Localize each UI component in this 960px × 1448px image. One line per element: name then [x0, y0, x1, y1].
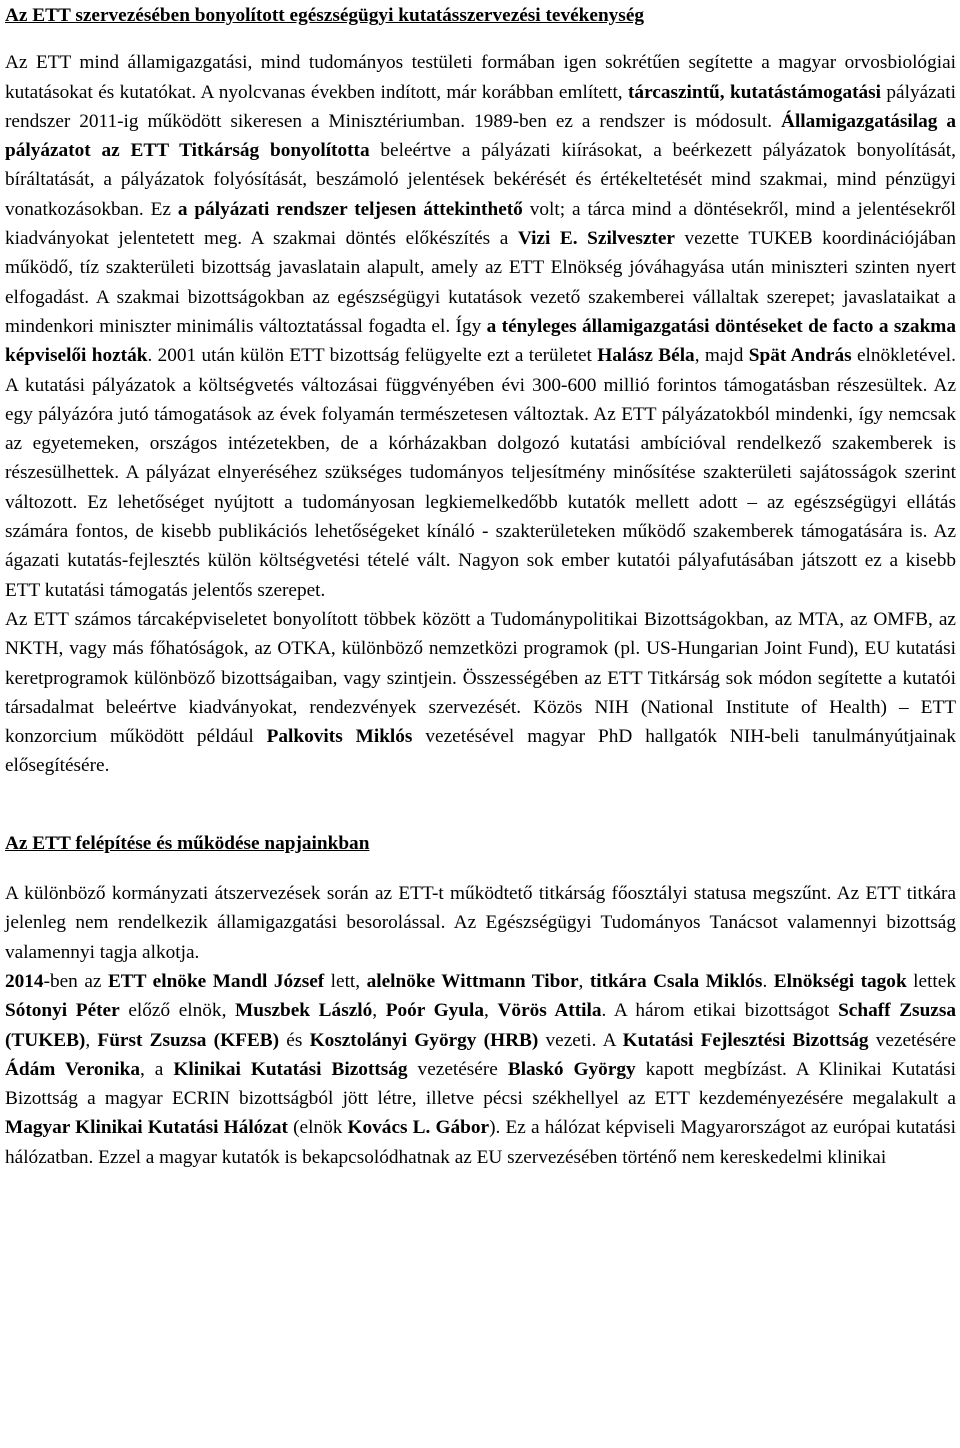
bold-text-run: Fürst Zsuzsa (KFEB) — [97, 1029, 280, 1051]
text-run: , majd — [694, 345, 749, 367]
bold-text-run: Blaskó György — [507, 1058, 636, 1080]
bold-text-run: Halász Béla — [597, 345, 695, 367]
text-run: előző elnök, — [119, 1000, 236, 1022]
text-run: vezetésével magyar PhD hallgatók NIH-beli tanulmányútjainak elősegítésére. — [5, 726, 956, 777]
spacer — [5, 30, 956, 48]
text-run: vezeti. A — [538, 1029, 623, 1051]
bold-text-run: titkára Csala Miklós — [589, 970, 763, 992]
text-run: volt; a tárca mind a döntésekről, mind a jelentésekről kiadványokat jelentetett meg. A szakmai döntés előkészítés a — [5, 198, 957, 250]
bold-text-run: Szilveszter — [587, 228, 675, 250]
bold-text-run: Elnökségi tagok — [773, 970, 907, 992]
text-run: , a — [140, 1058, 174, 1080]
text-run: pályázati rendszer 2011-ig működött sikeresen a Minisztériumban. 1989-ben ez a rendszer is módosult. — [5, 81, 956, 132]
bold-text-run: Vörös Attila — [497, 1000, 602, 1022]
bold-text-run: Magyar Klinikai Kutatási Hálózat — [5, 1117, 288, 1139]
text-run: , — [484, 1000, 498, 1022]
bold-text-run: Muszbek László — [235, 1000, 373, 1022]
text-run: elnökletével. A kutatási pályázatok a költségvetés változásai függvényében évi 300-600 millió forintos támogatásban részesültek. Az egy pályázóra jutó támogatások az évek folyamán természetesen változtak. Az ETT pályázatokból mindenki, így nemcsak az egyetemeken, országos intézetekben, de a kórházakban dolgozó kutatási ambícióval rendelkező szakemberek is részesülhettek. A pályázat elnyeréséhez szükséges tudományos teljesítmény minősítése szakterületi sajátosságok szerint változott. Ez lehetőséget nyújtott a tudományosan legkiemelkedőbb kutatók mellett adott – az egészségügyi ellátás számára fontos, de kisebb publikációs lehetőségeket kínáló - szakterületeken működő szakemberek támogatására is. Az ágazati kutatás-fejlesztés külön költségvetési tételé vált. Nagyon sok ember kutatói pályafutásában játszott ez a kisebb ETT kutatási támogatás jelentős szerepet. — [5, 345, 956, 601]
text-run: Az ETT számos tárcaképviseletet bonyolított többek között a Tudománypolitikai Bizottságokban, az MTA, az OMFB, az NKTH, vagy más főhatóságok, az OTKA, különböző nemzetközi programok (pl. US-Hungarian Joint Fund), EU kutatási keretprogramok különböző bizottságaiban, vagy szintjein. Összességében az ETT Titkárság sok módon segítette a kutatói társadalmat beleértve kiadványokat, rendezvények szervezését. Közös NIH (National Institute of Health) – ETT konzorcium működött például — [5, 608, 956, 748]
bold-text-run: alelnöke Wittmann Tibor — [366, 970, 579, 992]
bold-text-run: Államigazgatásilag a pályázatot az ETT Titkárság bonyolította — [5, 110, 956, 162]
text-run: beleértve a pályázati kiírásokat, a beérkezett pályázatok bonyolítását, bíráltatását, a pályázatok folyósítását, beszámoló jelentések bekérését és értékeltetését mind szakmai, mind pénzügyi vonatkozásokban. Ez — [5, 140, 956, 220]
bold-text-run: Kovács L. Gábor — [347, 1117, 490, 1139]
bold-text-run: Ádám Veronika — [5, 1058, 140, 1080]
text-run — [578, 228, 588, 249]
bold-text-run: 2014 — [5, 970, 44, 992]
bold-text-run: tárcaszintű, kutatástámogatási — [628, 81, 882, 103]
bold-text-run: a pályázati rendszer teljesen áttekinthető — [177, 198, 523, 220]
text-run: lettek — [906, 970, 956, 992]
bold-text-run: ETT elnöke Mandl József — [107, 970, 325, 992]
bold-text-run: a tényleges államigazgatási döntéseket de facto a szakma képviselői hozták — [5, 315, 956, 367]
bold-text-run: Spät András — [748, 345, 852, 367]
bold-text-run: Schaff Zsuzsa (TUKEB) — [5, 1000, 956, 1051]
text-run: vezetésére — [407, 1058, 508, 1080]
section-heading-research-organization: Az ETT szervezésében bonyolított egészségügyi kutatásszervezési tevékenység — [5, 5, 645, 26]
bold-text-run: Palkovits Miklós — [266, 726, 413, 748]
section-heading-structure-today: Az ETT felépítése és működése napjainkban — [5, 832, 370, 854]
text-run: . 2001 után külön ETT bizottság felügyelte ezt a területet — [147, 345, 598, 367]
bold-text-run: Kutatási Fejlesztési Bizottság — [622, 1029, 869, 1051]
text-run: , — [578, 970, 590, 992]
text-run: kapott megbízást. A Klinikai Kutatási Bizottság a magyar ECRIN bizottságból jött létre, illetve pécsi székhellyel az ETT kezdeményezésére megalakult a — [5, 1058, 956, 1110]
text-run: és — [279, 1029, 310, 1051]
bold-text-run: Poór Gyula — [385, 1000, 485, 1022]
text-run: vezetésére — [868, 1029, 956, 1051]
bold-text-run: Klinikai Kutatási Bizottság — [173, 1058, 408, 1080]
text-run: -ben az — [43, 970, 108, 992]
text-run: Az ETT mind államigazgatási, mind tudományos testületi formában igen sokrétűen segítette a magyar orvosbiológiai kutatásokat és kutatókat. A nyolcvanas években indított, már korábban említett, — [5, 52, 956, 103]
paragraph-structure-today-1 — [5, 879, 956, 967]
text-run: . — [762, 970, 774, 992]
text-run: ). Ez a hálózat képviseli Magyarországot az európai kutatási hálózatban. Ezzel a magyar kutatók is bekapcsolódhatnak az EU szervezésében történő nem kereskedelmi klinikai — [5, 1117, 956, 1168]
text-run: . A három etikai bizottságot — [601, 1000, 839, 1022]
text-run: , — [372, 1000, 386, 1022]
paragraph-research-organization-2 — [5, 605, 956, 781]
bold-text-run: Vizi E. — [517, 228, 578, 250]
text-run: lett, — [324, 970, 367, 992]
paragraph-research-organization-1 — [5, 48, 956, 605]
text-run: A különböző kormányzati átszervezések során az ETT-t működtető titkárság főosztályi statusa megszűnt. Az ETT titkára jelenleg nem rendelkezik államigazgatási besorolással. Az Egészségügyi Tudományos Tanácsot valamennyi bizottság valamennyi tagja alkotja. — [5, 883, 956, 963]
paragraph-structure-today-2 — [5, 967, 956, 1172]
bold-text-run: Sótonyi Péter — [5, 1000, 120, 1022]
text-run: vezette TUKEB koordinációjában működő, tíz szakterületi bizottság javaslatain alapult, amely az ETT Elnökség jóváhagyása után miniszteri szinten nyert elfogadást. A szakmai bizottságokban az egészségügyi kutatások vezető szakemberei vállaltak szerepet; javaslataikat a mindenkori miniszter minimális változtatással fogadta el. Így — [5, 228, 956, 337]
spacer — [5, 781, 956, 829]
text-run: , — [85, 1029, 98, 1051]
spacer — [5, 858, 956, 879]
bold-text-run: Kosztolányi György (HRB) — [309, 1029, 539, 1051]
text-run: (elnök — [287, 1117, 348, 1139]
